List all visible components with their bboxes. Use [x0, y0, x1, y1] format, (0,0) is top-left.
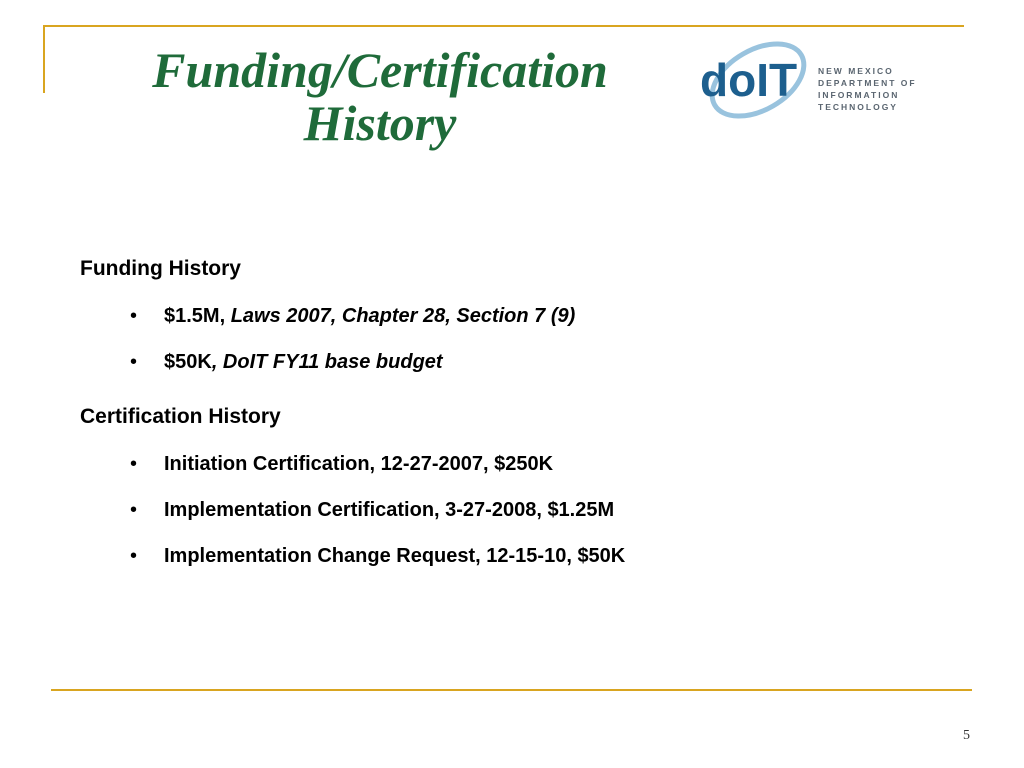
funding-source: Laws 2007, Chapter 28, Section 7 (9) [230, 305, 576, 327]
funding-item [80, 349, 980, 375]
slide-title [90, 44, 670, 150]
accent-rule-bottom [51, 689, 972, 691]
logo-wordmark: doIT [700, 54, 798, 106]
bullet-icon: • [130, 305, 138, 327]
bullet-icon: • [130, 545, 138, 567]
certification-text: Implementation Certification, 3-27-2008, $1.25M [164, 499, 615, 521]
bullet-icon: • [130, 351, 138, 373]
certification-history-heading: Certification History [80, 405, 281, 428]
funding-item [80, 303, 980, 329]
logo-tagline-line-2: DEPARTMENT OF [818, 78, 917, 88]
certification-item [80, 497, 980, 523]
doit-logo-mark [698, 32, 813, 132]
funding-amount: $1.5M, [164, 305, 231, 327]
funding-amount: $50K [164, 351, 212, 373]
certification-text: Implementation Change Request, 12-15-10, $50K [164, 545, 626, 567]
slide-title-line-1: Funding/Certification [152, 42, 608, 98]
certification-history-list [80, 451, 980, 569]
doit-logo [698, 32, 978, 132]
slide-body [80, 255, 980, 569]
bullet-icon: • [130, 453, 138, 475]
certification-item [80, 543, 980, 569]
funding-history-list [80, 303, 980, 375]
bullet-icon: • [130, 499, 138, 521]
funding-history-heading: Funding History [80, 257, 241, 280]
accent-rule-top [43, 25, 964, 27]
funding-source: , DoIT FY11 base budget [211, 351, 443, 373]
page-number: 5 [963, 728, 970, 743]
accent-rule-vertical [43, 25, 45, 93]
slide-title-line-2: History [303, 95, 457, 151]
certification-item [80, 451, 980, 477]
logo-tagline-line-1: NEW MEXICO [818, 66, 894, 76]
logo-tagline [818, 65, 978, 113]
logo-tagline-line-3: INFORMATION TECHNOLOGY [818, 90, 900, 112]
certification-text: Initiation Certification, 12-27-2007, $250K [164, 453, 554, 475]
